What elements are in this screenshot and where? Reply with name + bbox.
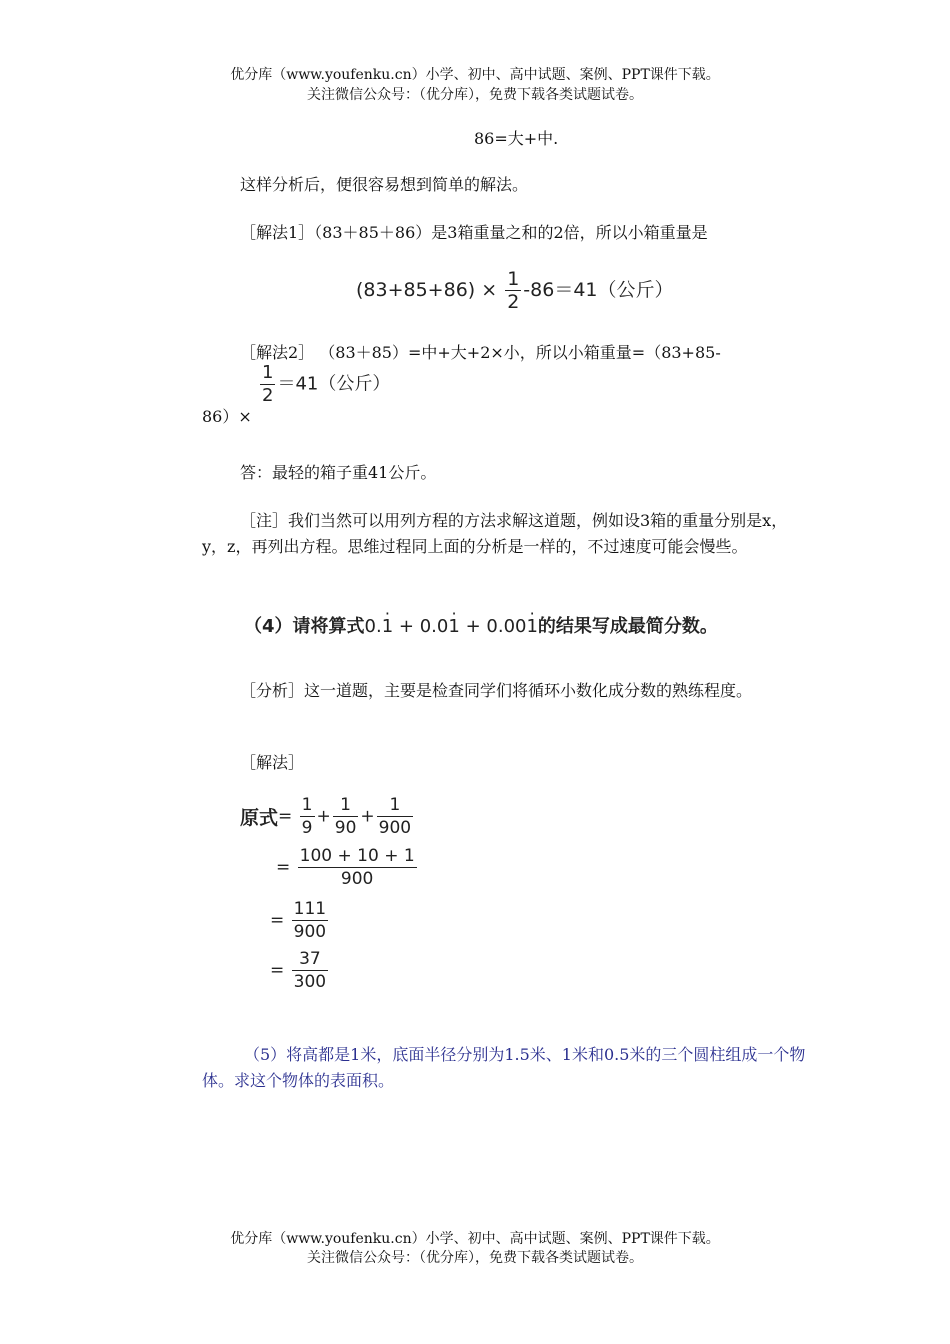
fraction-111-900: $\frac{111}{900}$ xyxy=(293,899,327,942)
repeating-digit: 1 · xyxy=(382,616,393,637)
fraction-1-9: $\frac{1}{9}$ xyxy=(301,795,313,838)
note-paragraph: ［注］我们当然可以用列方程的方法求解这道题，例如设3箱的重量分别是x，y，z，再列出方程。思维过程同上面的分析是一样的，不过速度可能会慢些。 xyxy=(202,511,788,556)
header-line-2: 关注微信公众号：（优分库），免费下载各类试题试卷。 xyxy=(307,87,643,103)
fraction-37-300: $\frac{37}{300}$ xyxy=(293,949,327,992)
calc-line-2: = $\frac{100 + 10 + 1}{900}$ xyxy=(276,846,415,889)
method-label: ［解法］ xyxy=(240,753,305,772)
answer-text: 答：最轻的箱子重41公斤。 xyxy=(240,463,437,482)
analysis-conclusion: 这样分析后，便很容易想到简单的解法。 xyxy=(240,175,529,194)
formula-1-left: (83+85+86) × xyxy=(356,279,498,301)
method-1-text: ［解法1］（83＋85＋86）是3箱重量之和的2倍，所以小箱重量是 xyxy=(240,223,708,242)
fraction-111-sum: $\frac{100 + 10 + 1}{900}$ xyxy=(299,846,415,889)
formula-2-right: ＝41（公斤） xyxy=(277,373,391,395)
formula-1-right: -86＝41（公斤） xyxy=(523,279,674,301)
method-2-formula xyxy=(258,362,390,407)
q4-suffix: 的结果写成最简分数。 xyxy=(537,616,718,637)
calc-line-4: = $\frac{37}{300}$ xyxy=(270,949,327,992)
equation-86: 86=大+中. xyxy=(474,129,559,148)
method-1-formula xyxy=(356,268,674,313)
method-2-line-2: 86）× xyxy=(202,407,252,426)
footer-line-1: 优分库（www.youfenku.cn）小学、初中、高中试题、案例、PPT课件下载。 xyxy=(230,1231,720,1247)
calc-line-3: = $\frac{111}{900}$ xyxy=(270,899,327,942)
repeating-digit: 1 · xyxy=(526,616,537,637)
q4-expression: 0.1 · + 0.01 · + 0.001 · xyxy=(365,616,538,637)
question-4 xyxy=(244,612,718,638)
calc-label: 原式 xyxy=(240,807,279,829)
footer-line-2: 关注微信公众号：（优分库），免费下载各类试题试卷。 xyxy=(307,1250,643,1266)
question-5: （5）将高都是1米，底面半径分别为1.5米、1米和0.5米的三个圆柱组成一个物体。求这个物体的表面积。 xyxy=(202,1045,806,1090)
fraction-1-90: $\frac{1}{90}$ xyxy=(334,795,357,838)
q4-prefix: （4）请将算式 xyxy=(244,616,365,637)
repeating-digit: 1 · xyxy=(448,616,459,637)
method-2-line-1: ［解法2］ （83＋85）=中+大+2×小，所以小箱重量=（83+85- xyxy=(240,343,721,362)
header-line-1: 优分库（www.youfenku.cn）小学、初中、高中试题、案例、PPT课件下载。 xyxy=(230,67,720,83)
fraction-half-2: $\frac{1}{2}$ xyxy=(262,362,274,406)
fraction-1-900: $\frac{1}{900}$ xyxy=(378,795,412,838)
calc-line-1: 原式= $\frac{1}{9}$ + $\frac{1}{90}$ + $\frac{1}{900}$ xyxy=(240,795,412,838)
fraction-half: $\frac{1}{2}$ xyxy=(507,268,520,313)
analysis-paragraph: ［分析］这一道题，主要是检查同学们将循环小数化成分数的熟练程度。 xyxy=(240,681,753,700)
